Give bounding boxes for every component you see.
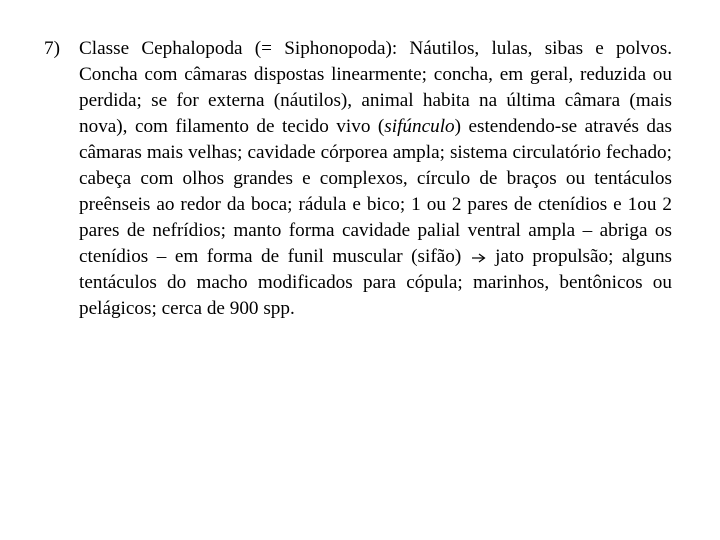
text-part-1: Classe Cephalopoda (= Siphonopoda): Náutilos, lulas, sibas e polvos. Concha com câmaras dispostas linearmente; concha, em geral, reduzida ou perdida; se for externa (náutilos), animal habita na última câmara (mais nova), com filamento de tecido vivo (: [79, 38, 672, 137]
right-arrow-icon: [472, 253, 486, 263]
text-part-3: jato propulsão; alguns tentáculos do macho modificados para cópula; marinhos, bentônicos ou pelágicos; cerca de 900 spp.: [79, 246, 673, 319]
text-part-2: ) estendendo-se através das câmaras mais velhas; cavidade córporea ampla; sistema circulatório fechado; cabeça com olhos grandes e complexos, círculo de braços ou tentáculos preênseis ao redor da boca; rádula e bico; 1 ou 2 pares de ctenídios e 1ou 2 pares de nefrídios; manto forma cavidade palial ventral ampla – abriga os ctenídios – em forma de funil muscular (sifão): [79, 116, 672, 267]
item-text: [79, 36, 672, 322]
italic-term: sifúnculo: [384, 116, 455, 137]
list-item-7: [44, 36, 672, 322]
item-number: 7): [44, 38, 60, 59]
